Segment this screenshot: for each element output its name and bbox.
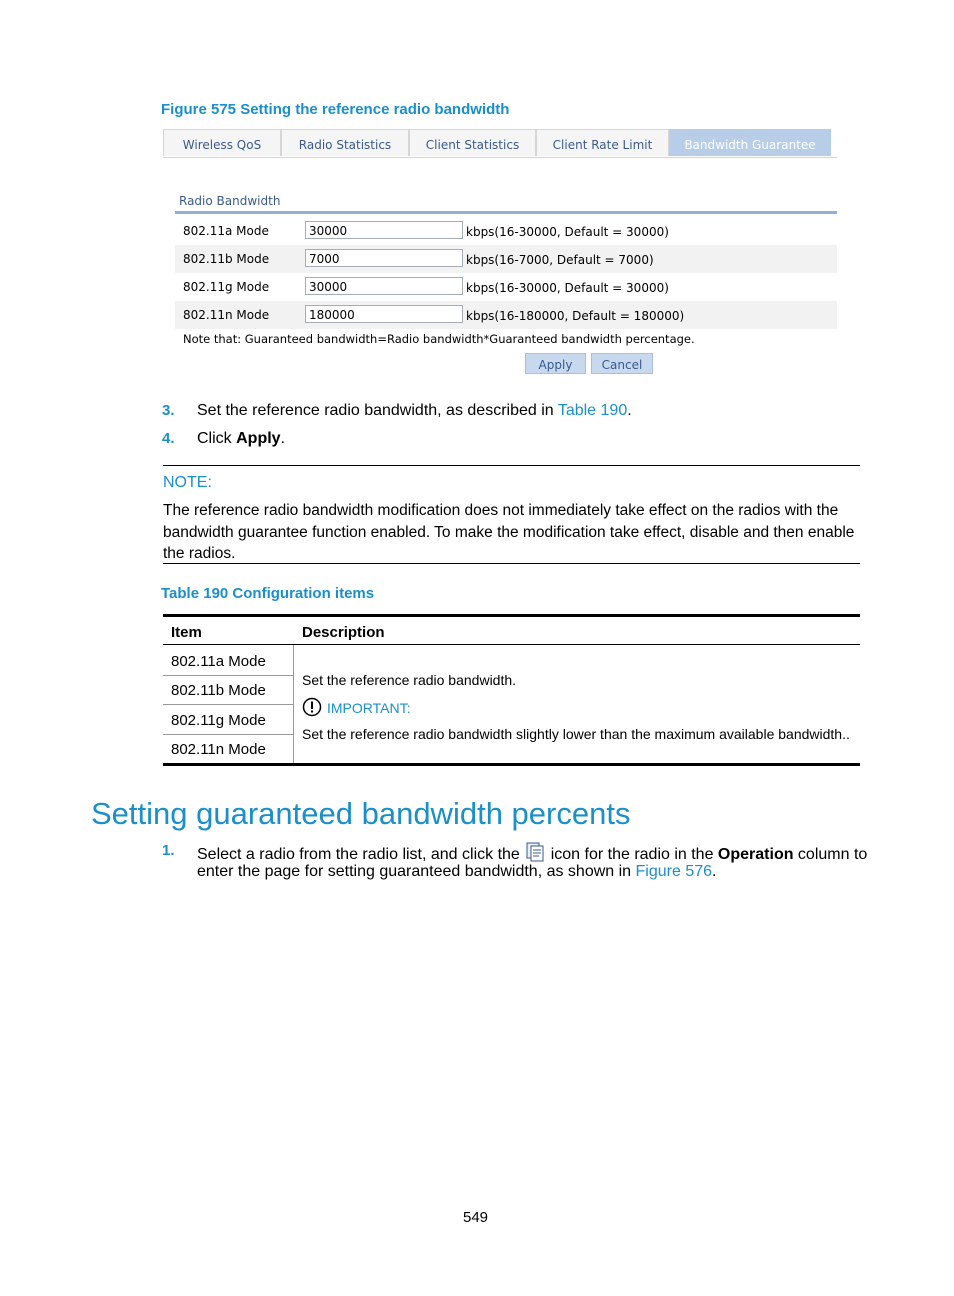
section-divider	[175, 211, 837, 214]
step-4-text	[197, 430, 285, 448]
section-title: Radio Bandwidth	[179, 194, 281, 208]
step-1-line-2	[197, 863, 716, 881]
apply-button[interactable]: Apply	[525, 353, 586, 374]
step-text: Set the reference radio bandwidth, as described in	[197, 402, 558, 419]
row-80211b	[175, 245, 837, 273]
note-top-rule	[163, 465, 860, 466]
table-header-description: Description	[302, 624, 385, 641]
table-item-80211b: 802.11b Mode	[171, 682, 266, 699]
operation-icon	[524, 842, 546, 862]
note-text: The reference radio bandwidth modification does not immediately take effect on the radios with the bandwidth guarantee function enabled. To make the modification take effect, disable and then enable the radios.	[163, 502, 855, 562]
ui-note: Note that: Guaranteed bandwidth=Radio bandwidth*Guaranteed bandwidth percentage.	[183, 332, 695, 346]
note-heading: NOTE:	[163, 474, 212, 491]
row-80211n	[175, 301, 837, 329]
bandwidth-input-80211b[interactable]: 7000	[305, 249, 463, 267]
figure-576-link[interactable]: Figure 576	[635, 863, 713, 880]
step-text: Select a radio from the radio list, and click the	[197, 846, 525, 863]
tab-radio-statistics[interactable]: Radio Statistics	[281, 129, 409, 156]
step-number: 4.	[162, 430, 175, 447]
note-bottom-rule	[163, 563, 860, 564]
row-hint: kbps(16-30000, Default = 30000)	[466, 281, 669, 295]
cancel-button[interactable]: Cancel	[591, 353, 653, 374]
important-label: IMPORTANT:	[327, 700, 411, 716]
tab-bar	[163, 129, 837, 158]
step-text: icon for the radio in the	[546, 846, 718, 863]
operation-emphasis: Operation	[717, 846, 794, 863]
step-3-text	[197, 402, 632, 420]
row-label: 802.11b Mode	[183, 252, 270, 266]
step-text: Click	[197, 430, 237, 447]
table-top-rule	[163, 614, 860, 617]
row-80211a	[175, 217, 837, 245]
apply-emphasis: Apply	[236, 430, 281, 447]
important-text: Set the reference radio bandwidth slightly lower than the maximum available bandwidth..	[302, 726, 850, 742]
row-divider	[163, 675, 293, 676]
table-description: Set the reference radio bandwidth.	[302, 672, 517, 688]
page-number: 549	[463, 1209, 489, 1226]
important-icon	[302, 697, 322, 717]
row-label: 802.11n Mode	[183, 308, 270, 322]
table-header-rule	[163, 644, 860, 645]
table-item-80211n: 802.11n Mode	[171, 741, 266, 758]
table-header-item: Item	[171, 624, 202, 641]
step-number: 3.	[162, 402, 175, 419]
step-number: 1.	[162, 842, 175, 859]
row-80211g	[175, 273, 837, 301]
row-divider	[163, 734, 293, 735]
tab-wireless-qos[interactable]: Wireless QoS	[163, 129, 281, 156]
step-text-end: .	[712, 863, 717, 880]
row-label: 802.11g Mode	[183, 280, 270, 294]
section-heading: Setting guaranteed bandwidth percents	[91, 796, 631, 831]
bandwidth-ui-panel	[163, 129, 837, 377]
step-text-end: .	[627, 402, 632, 419]
step-text-end: .	[280, 430, 286, 447]
step-text: enter the page for setting guaranteed bandwidth, as shown in	[197, 863, 636, 880]
row-label: 802.11a Mode	[183, 224, 269, 238]
bandwidth-input-80211a[interactable]: 30000	[305, 221, 463, 239]
table-190-link[interactable]: Table 190	[557, 402, 628, 419]
table-bottom-rule	[163, 763, 860, 766]
tab-client-statistics[interactable]: Client Statistics	[409, 129, 536, 156]
tab-client-rate-limit[interactable]: Client Rate Limit	[536, 129, 669, 156]
bandwidth-input-80211g[interactable]: 30000	[305, 277, 463, 295]
step-1-line-1	[197, 842, 868, 864]
table-item-80211a: 802.11a Mode	[171, 653, 266, 670]
table-item-80211g: 802.11g Mode	[171, 712, 266, 729]
step-4	[162, 430, 175, 448]
table-caption: Table 190 Configuration items	[161, 585, 375, 602]
step-3	[162, 402, 175, 420]
bandwidth-input-80211n[interactable]: 180000	[305, 305, 463, 323]
step-1	[162, 842, 175, 860]
row-hint: kbps(16-7000, Default = 7000)	[466, 253, 654, 267]
step-text: column to	[793, 846, 868, 863]
row-hint: kbps(16-180000, Default = 180000)	[466, 309, 685, 323]
row-hint: kbps(16-30000, Default = 30000)	[466, 225, 669, 239]
figure-caption: Figure 575 Setting the reference radio bandwidth	[161, 101, 510, 118]
column-divider	[293, 645, 294, 764]
row-divider	[163, 704, 293, 705]
tab-bandwidth-guarantee[interactable]: Bandwidth Guarantee	[669, 129, 831, 156]
